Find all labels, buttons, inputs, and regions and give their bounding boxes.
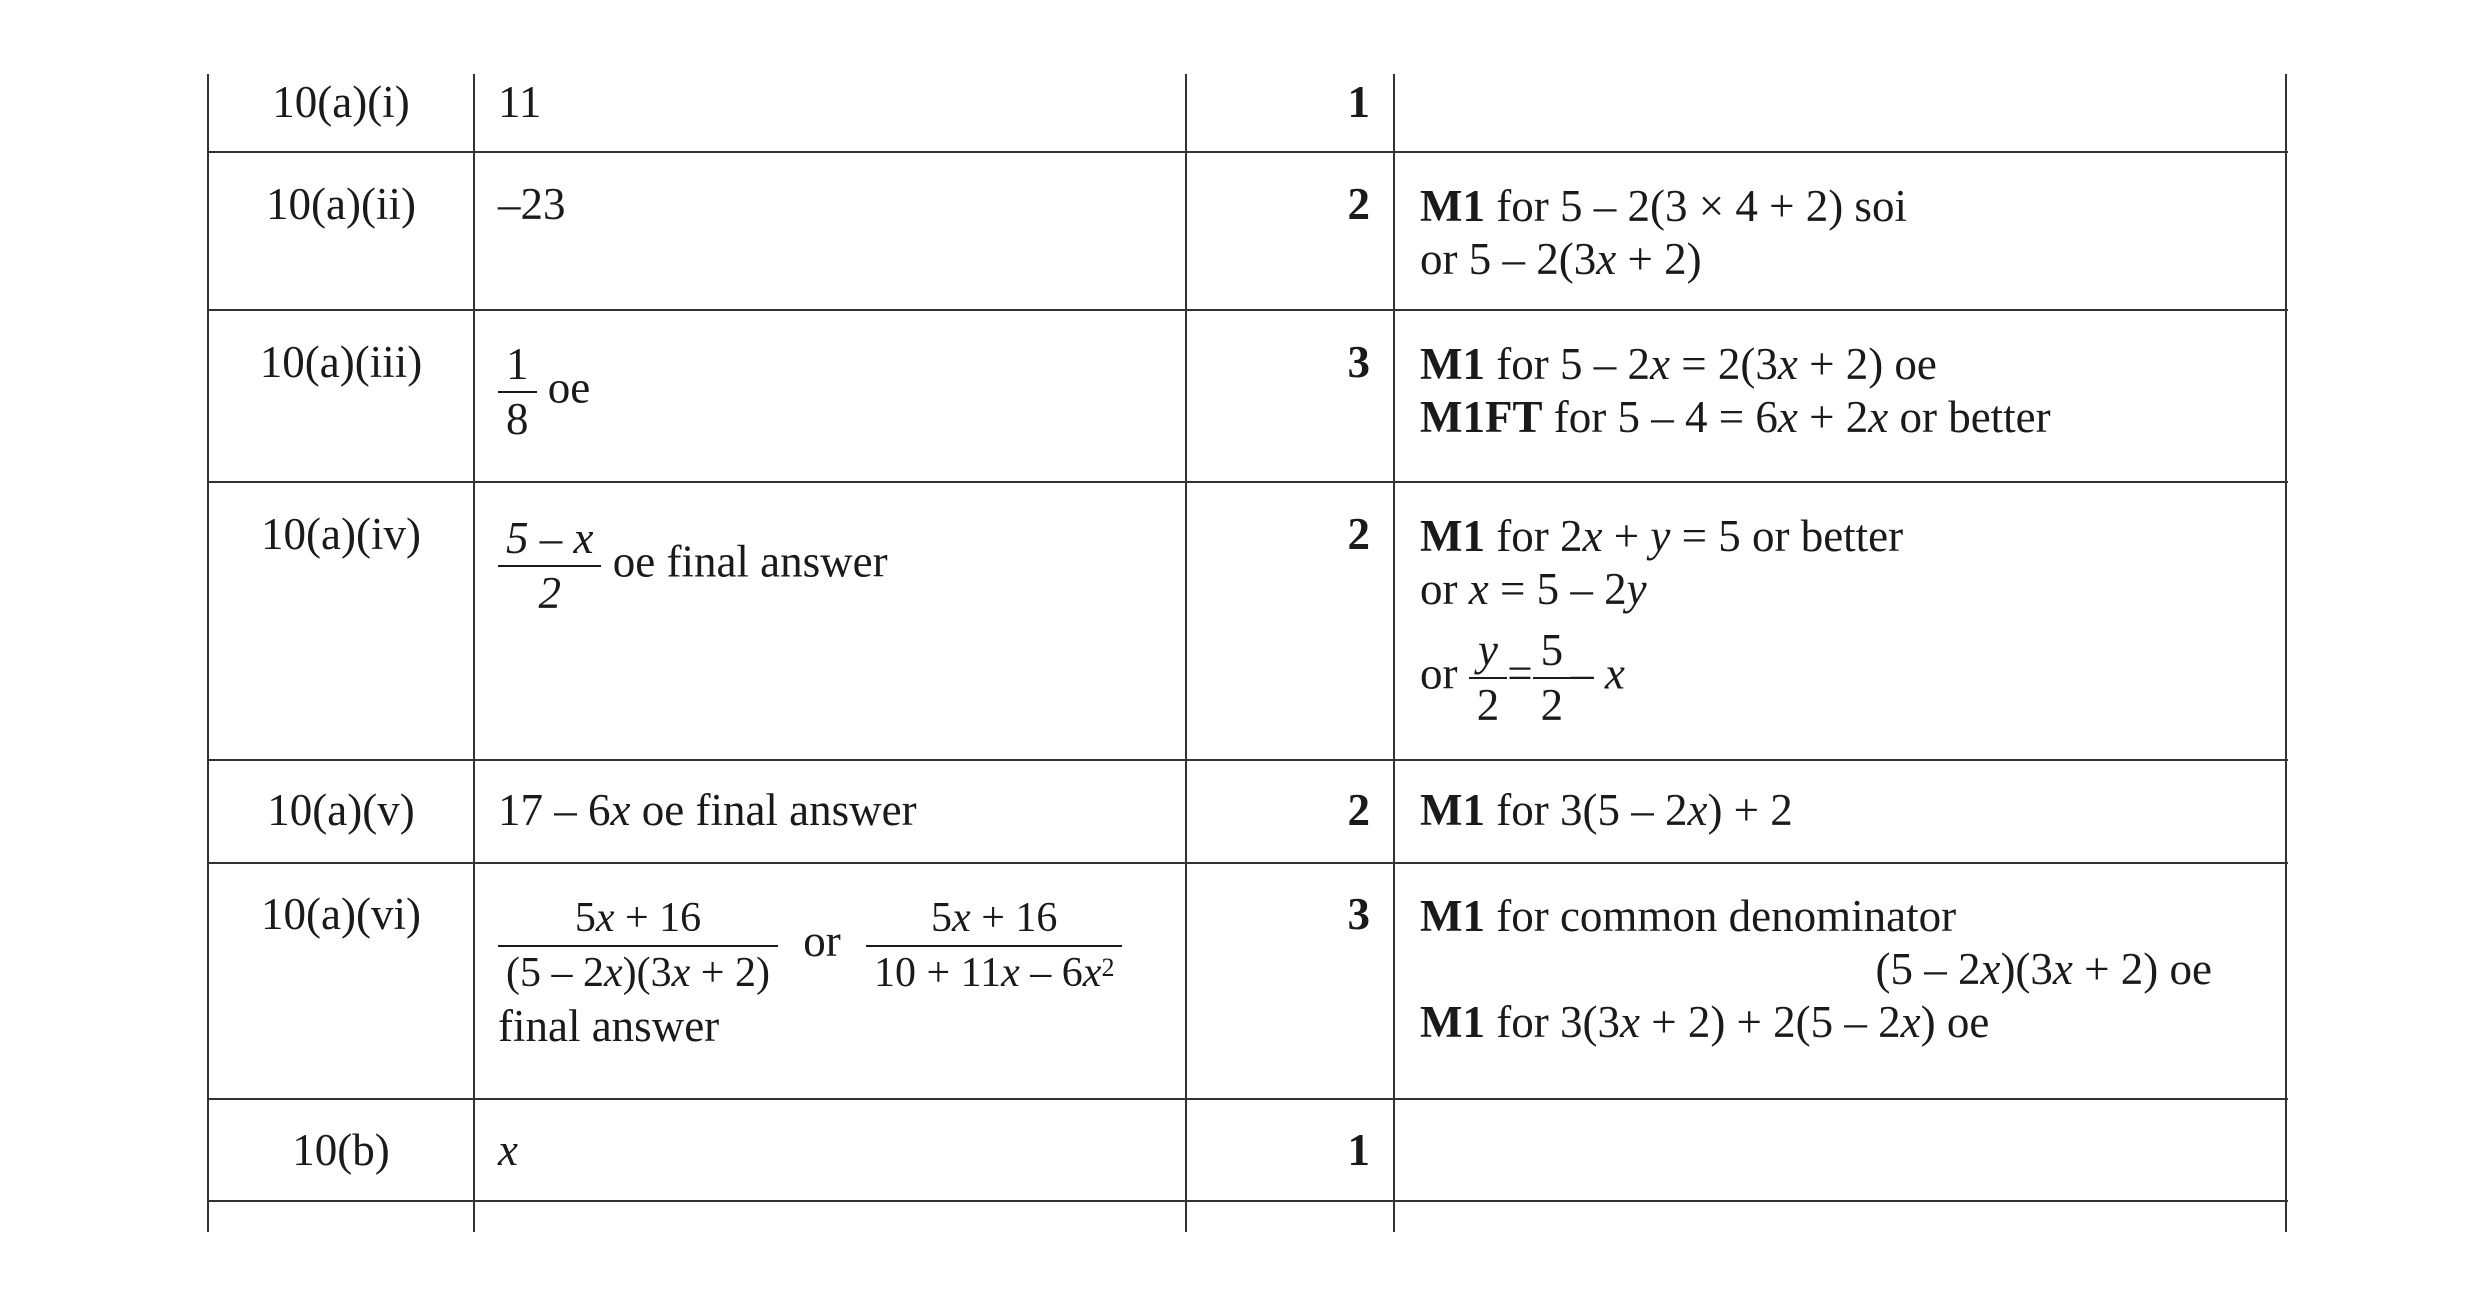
- guidance-line: M1 for 2x + y = 5 or better: [1420, 511, 1904, 561]
- question-number: 10(a)(iii): [259, 337, 423, 387]
- guidance-line: M1 for 3(3x + 2) + 2(5 – 2x) oe: [1420, 997, 1990, 1047]
- guidance-line: (5 – 2x)(3x + 2) oe: [1875, 944, 2212, 994]
- row-divider: [208, 1200, 2288, 1202]
- answer-or: or: [803, 916, 841, 967]
- answer-fraction: $\frac{5x + 16}{10 + 11x - 6x^2}$: [866, 892, 1122, 1000]
- answer: 11: [498, 77, 542, 127]
- guidance-line: or x = 5 – 2y: [1420, 564, 1647, 614]
- answer-fraction: $\frac{5x + 16}{(5 - 2x)(3x + 2)}$: [498, 892, 778, 1000]
- answer-suffix: oe: [547, 362, 591, 413]
- marks: 3: [1347, 889, 1370, 939]
- table-divider-marks: [1393, 74, 1395, 1232]
- row-divider: [208, 1098, 2288, 1100]
- question-number: 10(a)(vi): [261, 889, 421, 939]
- table-border-right: [2285, 74, 2287, 1232]
- guidance: [1420, 180, 1907, 286]
- question-number: 10(a)(ii): [266, 179, 416, 229]
- guidance-line: or 5 – 2(3x + 2): [1420, 234, 1702, 284]
- guidance-line: M1FT for 5 – 4 = 6x + 2x or better: [1420, 392, 2051, 442]
- marks: 1: [1347, 1125, 1370, 1175]
- marks: 1: [1347, 77, 1370, 127]
- row-divider: [208, 759, 2288, 761]
- answer: [498, 892, 1122, 1053]
- guidance: [1420, 890, 2212, 1049]
- marks: 3: [1347, 337, 1370, 387]
- marks: 2: [1347, 179, 1370, 229]
- answer-fraction: $\frac{5 - x}{2}$: [498, 512, 601, 620]
- guidance-line: M1 for 5 – 2(3 × 4 + 2) soi: [1420, 181, 1907, 231]
- marks: 2: [1347, 785, 1370, 835]
- row-divider: [208, 481, 2288, 483]
- marks: 2: [1347, 509, 1370, 559]
- guidance-line: M1 for 3(5 – 2x) + 2: [1420, 785, 1793, 835]
- answer: 17 – 6x oe final answer: [498, 785, 917, 835]
- guidance-fraction: $\frac{5}{2}$: [1533, 624, 1572, 732]
- answer: [498, 338, 590, 446]
- row-divider: [208, 151, 2288, 153]
- question-number: 10(a)(i): [272, 77, 410, 127]
- question-number: 10(b): [292, 1125, 390, 1175]
- table-border-left: [207, 74, 209, 1232]
- table-divider-question: [473, 74, 475, 1232]
- row-divider: [208, 862, 2288, 864]
- answer: [498, 512, 888, 620]
- answer-suffix: oe final answer: [612, 536, 888, 587]
- guidance-line: M1 for common denominator: [1420, 891, 1957, 941]
- answer-suffix: final answer: [498, 1001, 720, 1051]
- guidance-line: M1 for 5 – 2x = 2(3x + 2) oe: [1420, 339, 1937, 389]
- answer: –23: [498, 179, 566, 229]
- guidance: [1420, 784, 1793, 837]
- guidance: [1420, 510, 1903, 732]
- table-divider-answer: [1185, 74, 1187, 1232]
- question-number: 10(a)(iv): [261, 509, 421, 559]
- question-number: 10(a)(v): [267, 785, 415, 835]
- guidance-line: or $\frac{y}{2}$ = $\frac{5}{2}$ – x: [1420, 625, 1625, 730]
- answer: x: [498, 1125, 518, 1175]
- guidance-fraction: $\frac{y}{2}$: [1469, 624, 1508, 732]
- guidance: [1420, 338, 2051, 444]
- answer-fraction: $\frac{1}{8}$: [498, 338, 537, 446]
- row-divider: [208, 309, 2288, 311]
